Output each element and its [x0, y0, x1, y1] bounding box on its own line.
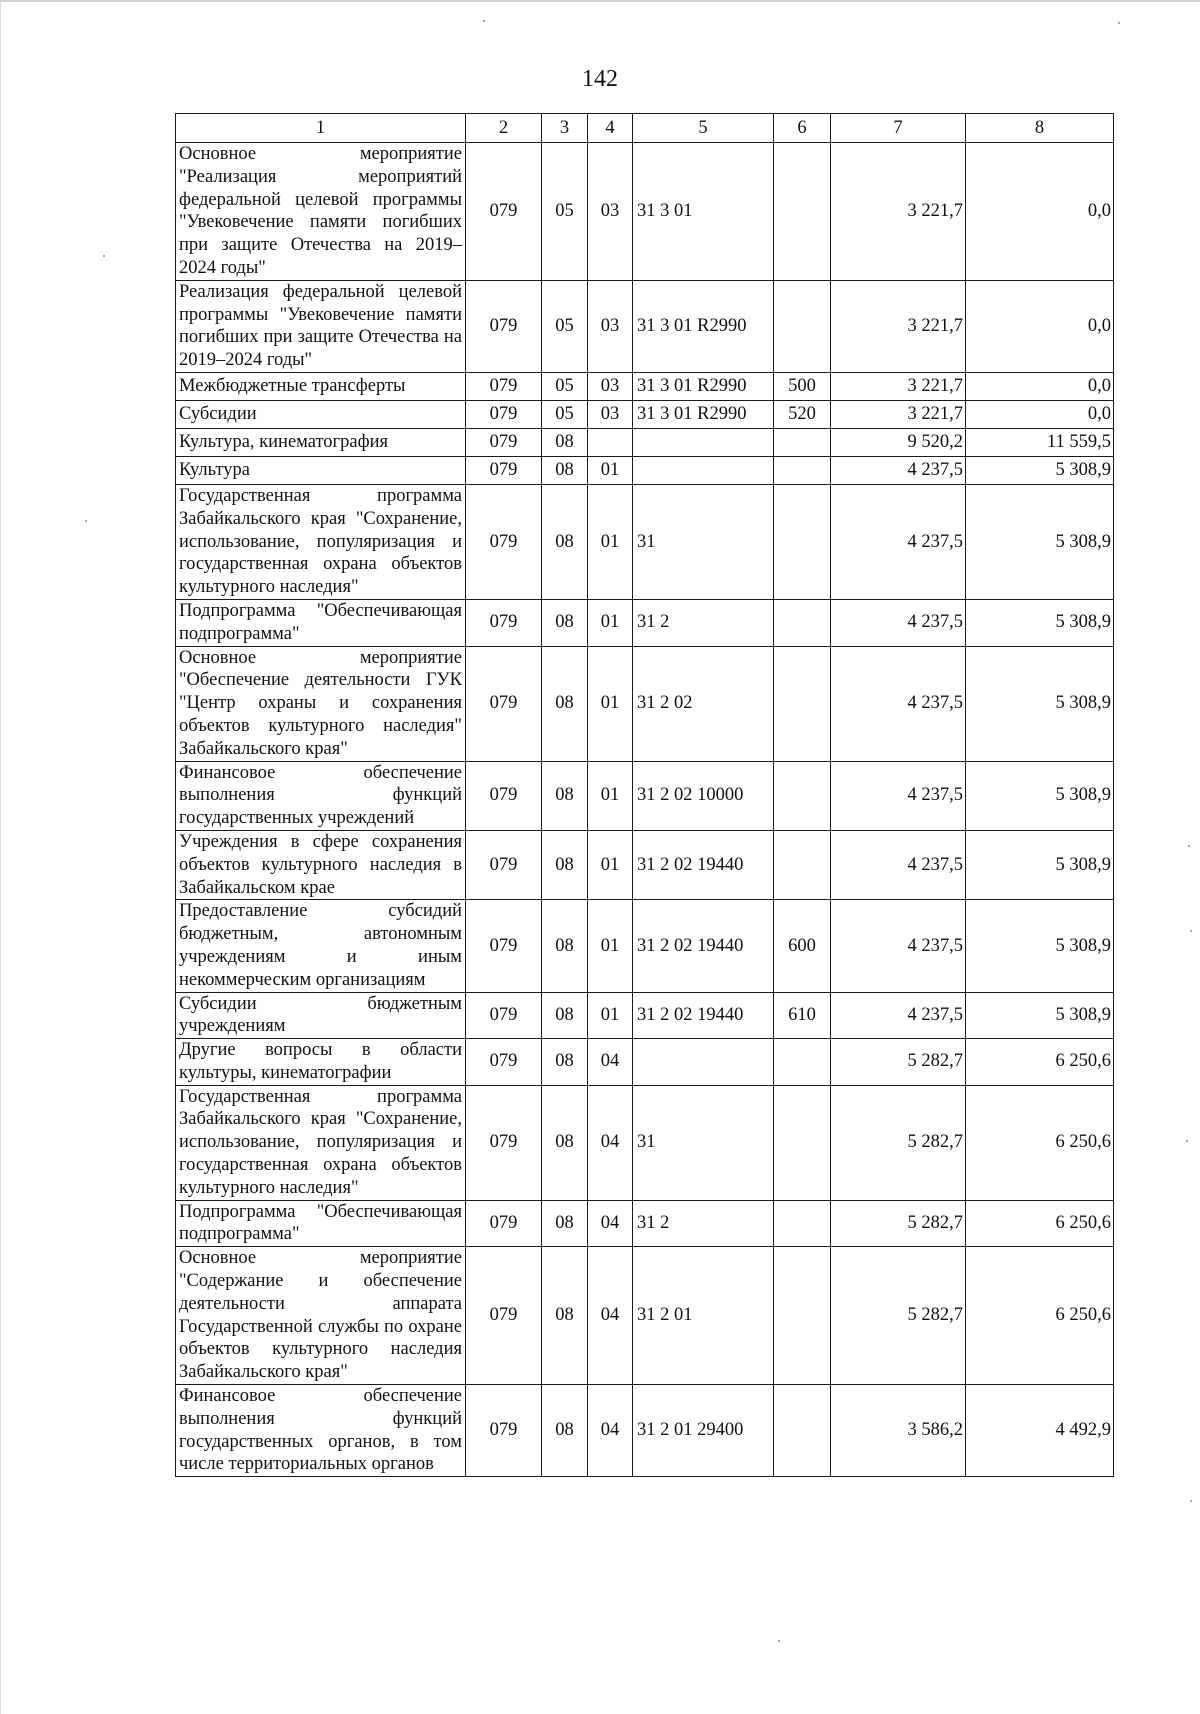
- subsection-code: [588, 428, 633, 456]
- ministry-code: 079: [466, 484, 542, 599]
- subsection-code: 01: [588, 761, 633, 830]
- item-name: Реализация федеральной целевой программы "Увековечение памяти погибших при защите Отечества на 2019–2024 годы": [176, 280, 466, 372]
- table-row: [176, 1085, 1114, 1200]
- item-name: Основное мероприятие "Содержание и обеспечение деятельности аппарата Государственной службы по охране объектов культурного наследия Забайкальского края": [176, 1247, 466, 1385]
- expense-type-code: [774, 143, 831, 281]
- section-code: 08: [542, 646, 588, 761]
- expense-type-code: [774, 1247, 831, 1385]
- page-number: 142: [582, 66, 618, 92]
- expense-type-code: [774, 646, 831, 761]
- table-row: [176, 372, 1114, 400]
- amount-col7: 4 237,5: [831, 761, 966, 830]
- header-cell-6: 6: [774, 114, 831, 143]
- expense-type-code: [774, 484, 831, 599]
- target-article-code: 31: [633, 484, 774, 599]
- table-row: [176, 1385, 1114, 1477]
- table-row: [176, 456, 1114, 484]
- amount-col7: 5 282,7: [831, 1247, 966, 1385]
- ministry-code: 079: [466, 372, 542, 400]
- amount-col7: 5 282,7: [831, 1085, 966, 1200]
- subsection-code: 04: [588, 1200, 633, 1247]
- ministry-code: 079: [466, 1039, 542, 1086]
- header-row: [176, 114, 1114, 143]
- ministry-code: 079: [466, 1085, 542, 1200]
- item-name: Государственная программа Забайкальского края "Сохранение, использование, популяризация и государственная охрана объектов культурного наследия": [176, 1085, 466, 1200]
- ministry-code: 079: [466, 900, 542, 992]
- table-row: [176, 1200, 1114, 1247]
- amount-col7: 5 282,7: [831, 1200, 966, 1247]
- expense-type-code: 600: [774, 900, 831, 992]
- subsection-code: 01: [588, 830, 633, 899]
- target-article-code: 31 2 02 19440: [633, 992, 774, 1039]
- ministry-code: 079: [466, 830, 542, 899]
- section-code: 05: [542, 372, 588, 400]
- amount-col8: 0,0: [966, 400, 1114, 428]
- item-name: Основное мероприятие "Обеспечение деятельности ГУК "Центр охраны и сохранения объектов культурного наследия" Забайкальского края": [176, 646, 466, 761]
- target-article-code: 31 2 01: [633, 1247, 774, 1385]
- item-name: Субсидии: [176, 400, 466, 428]
- ministry-code: 079: [466, 1247, 542, 1385]
- table-row: [176, 992, 1114, 1039]
- amount-col8: 6 250,6: [966, 1247, 1114, 1385]
- scan-speck: [1190, 930, 1192, 932]
- amount-col7: 3 221,7: [831, 143, 966, 281]
- scan-speck: [778, 1640, 780, 1642]
- target-article-code: 31 2 02 10000: [633, 761, 774, 830]
- table-row: [176, 484, 1114, 599]
- subsection-code: 01: [588, 484, 633, 599]
- amount-col7: 4 237,5: [831, 900, 966, 992]
- amount-col7: 4 237,5: [831, 646, 966, 761]
- table-row: [176, 599, 1114, 646]
- expense-type-code: [774, 1385, 831, 1477]
- ministry-code: 079: [466, 761, 542, 830]
- subsection-code: 04: [588, 1247, 633, 1385]
- target-article-code: [633, 456, 774, 484]
- section-code: 05: [542, 143, 588, 281]
- amount-col7: 4 237,5: [831, 456, 966, 484]
- target-article-code: 31 2 02: [633, 646, 774, 761]
- target-article-code: 31 2: [633, 599, 774, 646]
- ministry-code: 079: [466, 1200, 542, 1247]
- ministry-code: 079: [466, 428, 542, 456]
- amount-col8: 6 250,6: [966, 1039, 1114, 1086]
- scan-speck: [85, 520, 87, 522]
- subsection-code: 03: [588, 143, 633, 281]
- ministry-code: 079: [466, 143, 542, 281]
- amount-col8: 5 308,9: [966, 484, 1114, 599]
- expense-type-code: 520: [774, 400, 831, 428]
- subsection-code: 01: [588, 900, 633, 992]
- item-name: Предоставление субсидий бюджетным, автономным учреждениям и иным некоммерческим организациям: [176, 900, 466, 992]
- subsection-code: 01: [588, 646, 633, 761]
- target-article-code: 31 2 01 29400: [633, 1385, 774, 1477]
- target-article-code: 31 3 01 R2990: [633, 280, 774, 372]
- item-name: Учреждения в сфере сохранения объектов культурного наследия в Забайкальском крае: [176, 830, 466, 899]
- subsection-code: 04: [588, 1085, 633, 1200]
- amount-col7: 9 520,2: [831, 428, 966, 456]
- ministry-code: 079: [466, 599, 542, 646]
- amount-col7: 4 237,5: [831, 830, 966, 899]
- item-name: Финансовое обеспечение выполнения функций государственных органов, в том числе территориальных органов: [176, 1385, 466, 1477]
- table-row: [176, 1247, 1114, 1385]
- section-code: 08: [542, 599, 588, 646]
- amount-col7: 3 221,7: [831, 372, 966, 400]
- expense-type-code: [774, 1085, 831, 1200]
- amount-col8: 5 308,9: [966, 646, 1114, 761]
- table-body: [176, 143, 1114, 1477]
- expense-type-code: 500: [774, 372, 831, 400]
- subsection-code: 04: [588, 1039, 633, 1086]
- subsection-code: 03: [588, 280, 633, 372]
- item-name: Культура: [176, 456, 466, 484]
- table-row: [176, 400, 1114, 428]
- expense-type-code: [774, 280, 831, 372]
- scan-speck: [103, 255, 105, 257]
- amount-col7: 4 237,5: [831, 599, 966, 646]
- target-article-code: 31 2: [633, 1200, 774, 1247]
- header-cell-8: 8: [966, 114, 1114, 143]
- amount-col8: 5 308,9: [966, 900, 1114, 992]
- target-article-code: 31 2 02 19440: [633, 900, 774, 992]
- item-name: Государственная программа Забайкальского края "Сохранение, использование, популяризация и государственная охрана объектов культурного наследия": [176, 484, 466, 599]
- target-article-code: [633, 428, 774, 456]
- table-row: [176, 143, 1114, 281]
- amount-col8: 0,0: [966, 143, 1114, 281]
- amount-col8: 0,0: [966, 372, 1114, 400]
- expense-type-code: 610: [774, 992, 831, 1039]
- section-code: 05: [542, 400, 588, 428]
- ministry-code: 079: [466, 1385, 542, 1477]
- target-article-code: 31 2 02 19440: [633, 830, 774, 899]
- section-code: 08: [542, 456, 588, 484]
- ministry-code: 079: [466, 646, 542, 761]
- amount-col8: 5 308,9: [966, 761, 1114, 830]
- section-code: 08: [542, 1385, 588, 1477]
- ministry-code: 079: [466, 456, 542, 484]
- ministry-code: 079: [466, 280, 542, 372]
- section-code: 08: [542, 428, 588, 456]
- item-name: Другие вопросы в области культуры, кинематографии: [176, 1039, 466, 1086]
- expense-type-code: [774, 428, 831, 456]
- item-name: Культура, кинематография: [176, 428, 466, 456]
- scan-left-edge: [0, 0, 1, 1714]
- table-row: [176, 428, 1114, 456]
- item-name: Межбюджетные трансферты: [176, 372, 466, 400]
- header-cell-5: 5: [633, 114, 774, 143]
- target-article-code: 31 3 01 R2990: [633, 400, 774, 428]
- amount-col8: 5 308,9: [966, 992, 1114, 1039]
- table-row: [176, 761, 1114, 830]
- header-cell-7: 7: [831, 114, 966, 143]
- item-name: Основное мероприятие "Реализация мероприятий федеральной целевой программы "Увековечение памяти погибших при защите Отечества на 2019–2024 годы": [176, 143, 466, 281]
- scan-speck: [1190, 1500, 1192, 1502]
- table-row: [176, 280, 1114, 372]
- item-name: Подпрограмма "Обеспечивающая подпрограмма": [176, 1200, 466, 1247]
- scan-top-edge: [0, 0, 1200, 2]
- amount-col8: 4 492,9: [966, 1385, 1114, 1477]
- section-code: 08: [542, 1039, 588, 1086]
- amount-col8: 5 308,9: [966, 599, 1114, 646]
- section-code: 08: [542, 1200, 588, 1247]
- expense-type-code: [774, 599, 831, 646]
- expense-type-code: [774, 830, 831, 899]
- table-row: [176, 830, 1114, 899]
- item-name: Субсидии бюджетным учреждениям: [176, 992, 466, 1039]
- header-cell-1: 1: [176, 114, 466, 143]
- table-row: [176, 1039, 1114, 1086]
- section-code: 08: [542, 761, 588, 830]
- section-code: 08: [542, 830, 588, 899]
- section-code: 08: [542, 1247, 588, 1385]
- amount-col7: 3 221,7: [831, 400, 966, 428]
- amount-col8: 5 308,9: [966, 456, 1114, 484]
- amount-col8: 5 308,9: [966, 830, 1114, 899]
- scan-speck: [1186, 1140, 1188, 1142]
- section-code: 08: [542, 1085, 588, 1200]
- section-code: 08: [542, 900, 588, 992]
- expense-type-code: [774, 456, 831, 484]
- amount-col8: 6 250,6: [966, 1200, 1114, 1247]
- amount-col7: 4 237,5: [831, 484, 966, 599]
- expense-type-code: [774, 1039, 831, 1086]
- budget-table: [175, 113, 1114, 1477]
- header-cell-3: 3: [542, 114, 588, 143]
- amount-col7: 3 586,2: [831, 1385, 966, 1477]
- amount-col8: 11 559,5: [966, 428, 1114, 456]
- item-name: Финансовое обеспечение выполнения функций государственных учреждений: [176, 761, 466, 830]
- subsection-code: 04: [588, 1385, 633, 1477]
- header-cell-4: 4: [588, 114, 633, 143]
- target-article-code: 31: [633, 1085, 774, 1200]
- ministry-code: 079: [466, 992, 542, 1039]
- scan-speck: [1188, 845, 1190, 847]
- expense-type-code: [774, 1200, 831, 1247]
- amount-col7: 3 221,7: [831, 280, 966, 372]
- item-name: Подпрограмма "Обеспечивающая подпрограмма": [176, 599, 466, 646]
- scan-speck: [1118, 22, 1120, 24]
- ministry-code: 079: [466, 400, 542, 428]
- expense-type-code: [774, 761, 831, 830]
- amount-col7: 5 282,7: [831, 1039, 966, 1086]
- scan-speck: [483, 20, 485, 22]
- section-code: 08: [542, 484, 588, 599]
- subsection-code: 01: [588, 992, 633, 1039]
- table-row: [176, 900, 1114, 992]
- section-code: 08: [542, 992, 588, 1039]
- subsection-code: 01: [588, 456, 633, 484]
- section-code: 05: [542, 280, 588, 372]
- subsection-code: 03: [588, 400, 633, 428]
- header-cell-2: 2: [466, 114, 542, 143]
- subsection-code: 01: [588, 599, 633, 646]
- table-row: [176, 646, 1114, 761]
- amount-col8: 6 250,6: [966, 1085, 1114, 1200]
- target-article-code: 31 3 01: [633, 143, 774, 281]
- target-article-code: [633, 1039, 774, 1086]
- subsection-code: 03: [588, 372, 633, 400]
- target-article-code: 31 3 01 R2990: [633, 372, 774, 400]
- amount-col7: 4 237,5: [831, 992, 966, 1039]
- amount-col8: 0,0: [966, 280, 1114, 372]
